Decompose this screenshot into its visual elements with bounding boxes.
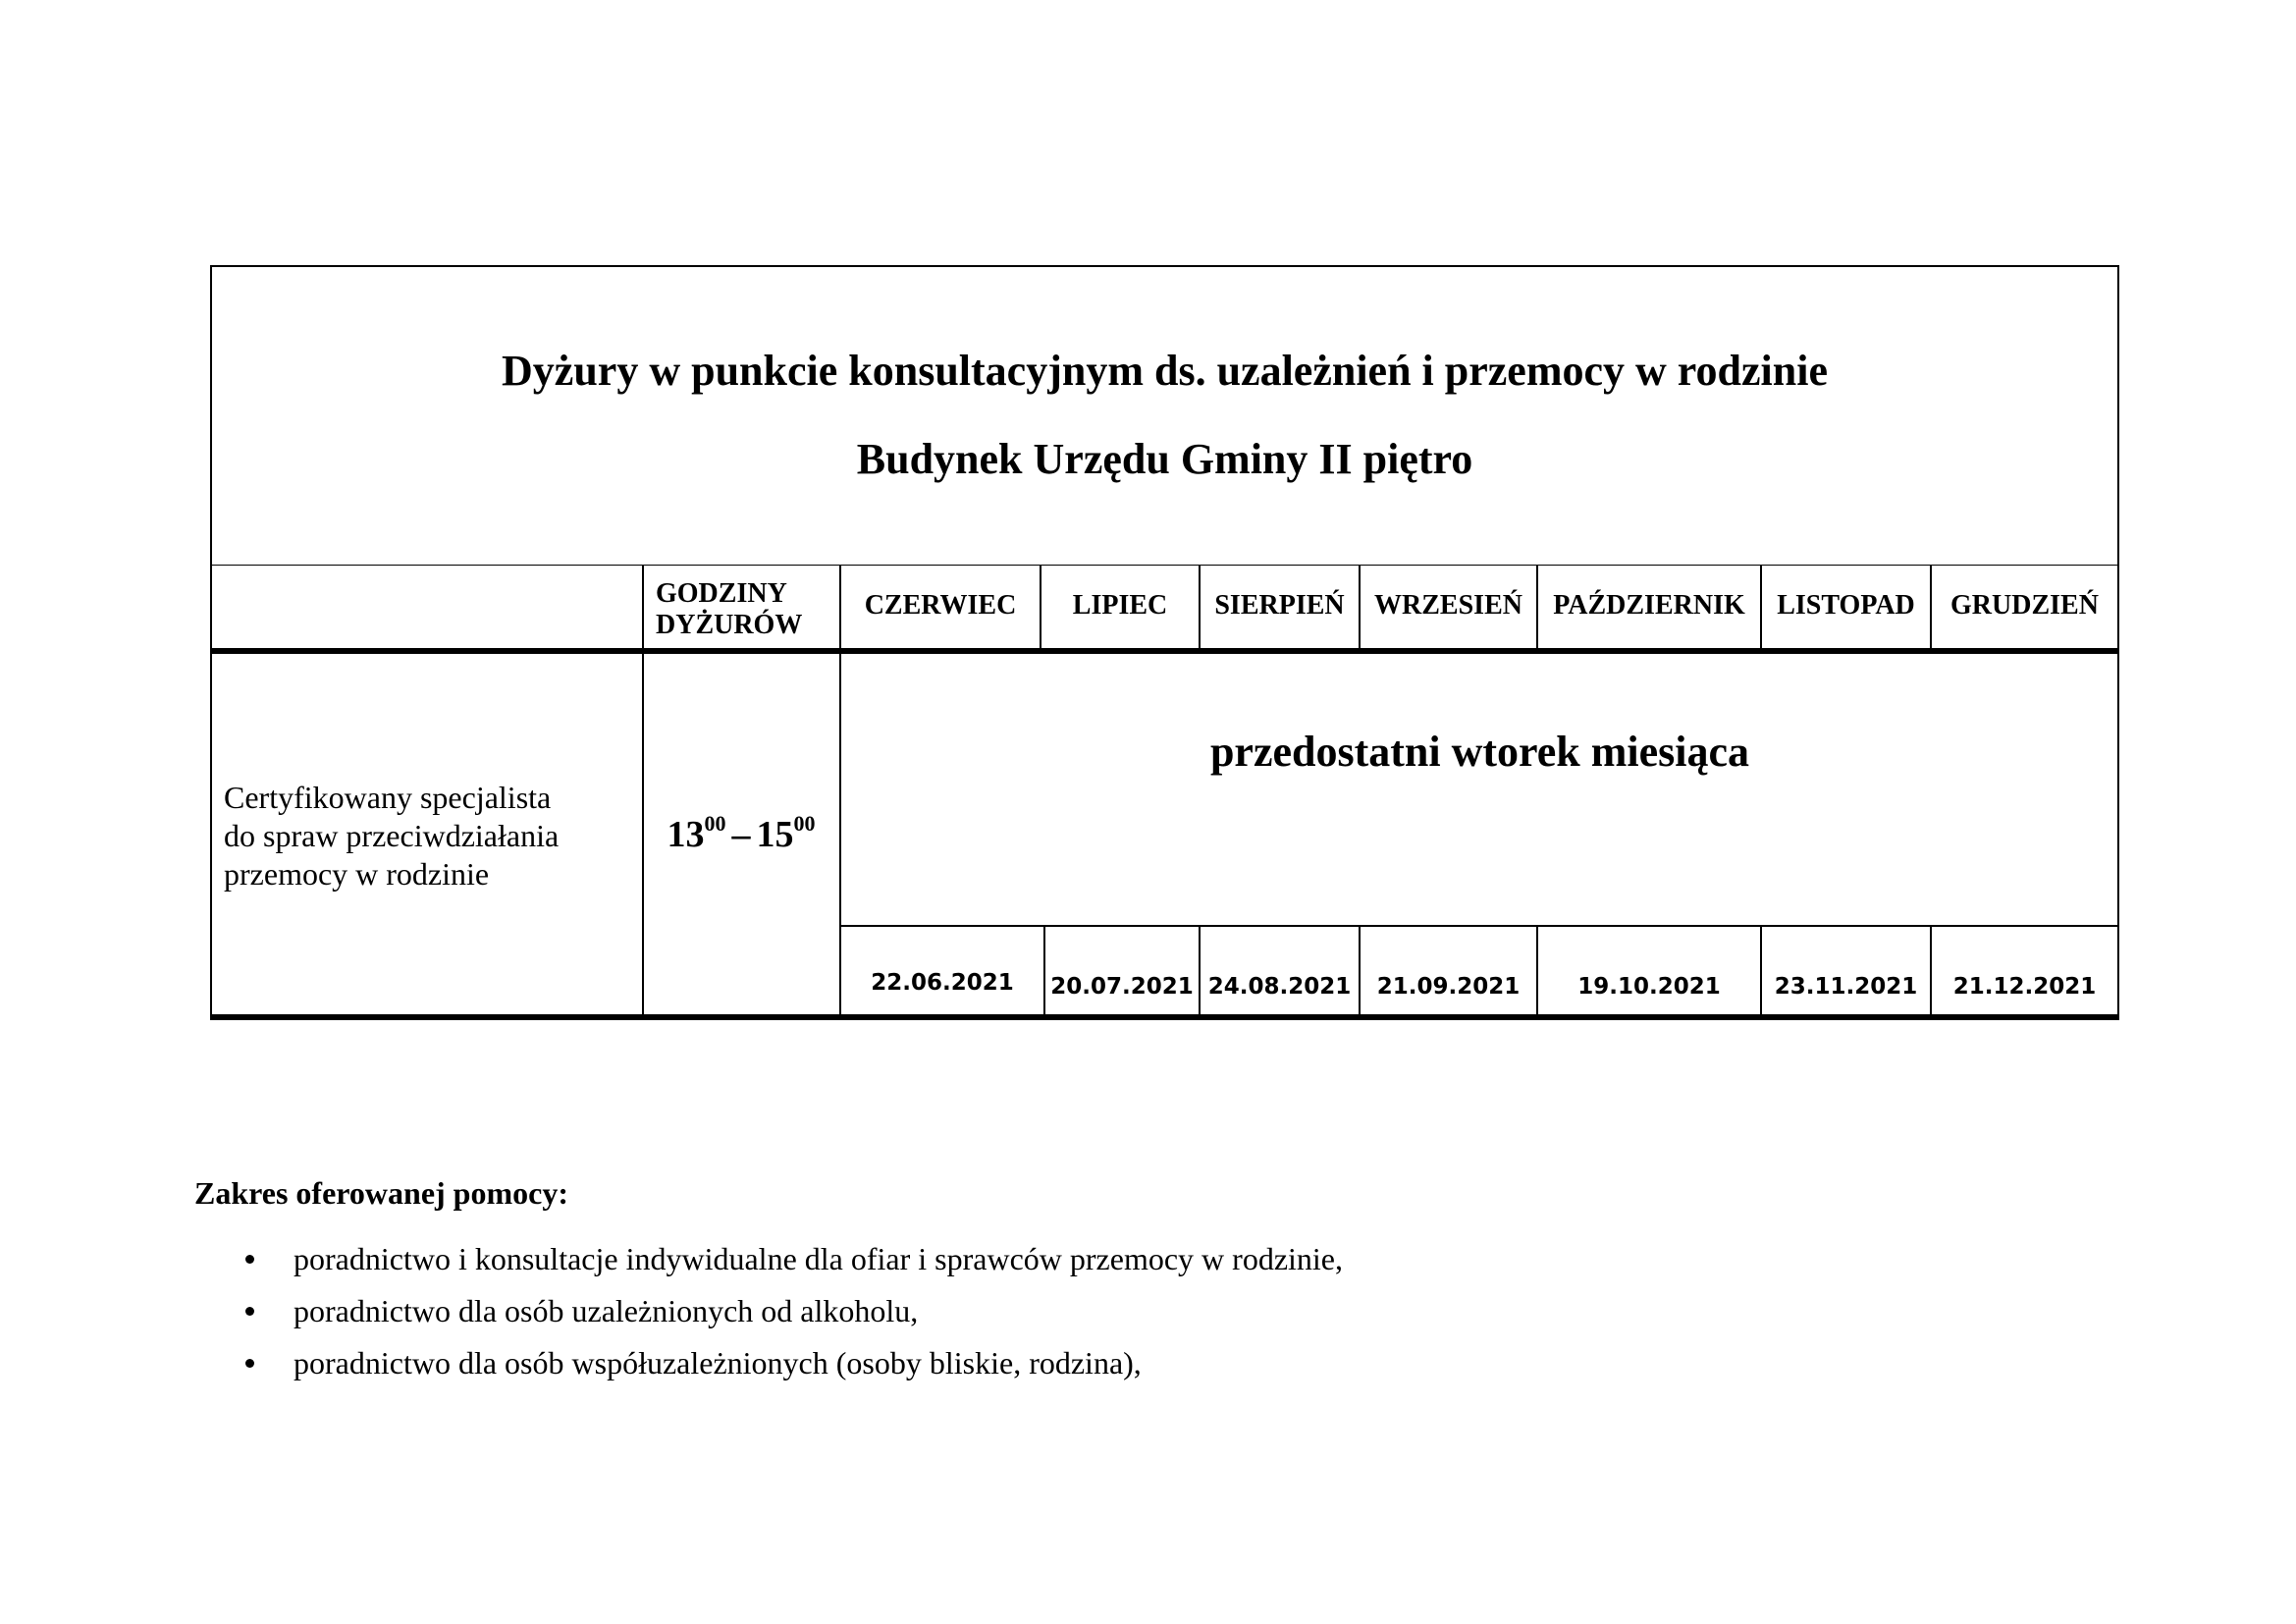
date-divider bbox=[1043, 927, 1045, 1019]
list-item bbox=[245, 1345, 1343, 1397]
help-scope-heading: Zakres oferowanej pomocy: bbox=[194, 1175, 568, 1211]
hours-end-minutes: 00 bbox=[793, 811, 816, 836]
header-month: SIERPIEŃ bbox=[1214, 590, 1345, 621]
schedule-note: przedostatni wtorek miesiąca bbox=[1209, 728, 1750, 776]
specialist-description bbox=[224, 779, 636, 893]
col-divider-hours bbox=[642, 566, 644, 1019]
specialist-line: Certyfikowany specjalista bbox=[224, 780, 552, 815]
bullet-icon bbox=[245, 1255, 254, 1264]
header-month: WRZESIEŃ bbox=[1374, 590, 1522, 621]
date-divider bbox=[1199, 927, 1201, 1019]
header-month: PAŹDZIERNIK bbox=[1553, 590, 1745, 621]
table-border-right bbox=[2117, 566, 2119, 1019]
hours-end: 15 bbox=[756, 814, 794, 855]
header-month: CZERWIEC bbox=[864, 590, 1017, 621]
hours-start: 13 bbox=[667, 814, 705, 855]
duty-date: 21.12.2021 bbox=[1952, 974, 2097, 1000]
date-divider bbox=[1760, 927, 1762, 1019]
header-hours bbox=[656, 578, 832, 641]
date-divider bbox=[1536, 927, 1538, 1019]
specialist-line: do spraw przeciwdziałania bbox=[224, 818, 560, 853]
list-item bbox=[245, 1293, 1343, 1345]
duty-date: 23.11.2021 bbox=[1774, 974, 1918, 1000]
duty-date: 19.10.2021 bbox=[1577, 974, 1721, 1000]
bullet-icon bbox=[245, 1307, 254, 1316]
header-month: LISTOPAD bbox=[1777, 590, 1915, 621]
table-border-left bbox=[210, 566, 212, 1019]
list-item-text: poradnictwo dla osób uzależnionych od alkoholu, bbox=[294, 1293, 919, 1328]
list-item-text: poradnictwo i konsultacje indywidualne dla ofiar i sprawców przemocy w rodzinie, bbox=[294, 1241, 1343, 1276]
date-divider bbox=[1359, 927, 1361, 1019]
hours-dash: – bbox=[731, 814, 751, 855]
list-item-text: poradnictwo dla osób współuzależnionych (osoby bliskie, rodzina), bbox=[294, 1345, 1142, 1380]
duty-date: 24.08.2021 bbox=[1207, 974, 1352, 1000]
header-month: LIPIEC bbox=[1072, 590, 1168, 621]
duty-date: 21.09.2021 bbox=[1376, 974, 1521, 1000]
date-divider bbox=[1930, 927, 1932, 1019]
title-box bbox=[210, 265, 2119, 566]
duty-hours bbox=[643, 811, 839, 856]
duty-date: 20.07.2021 bbox=[1050, 974, 1194, 1000]
header-hours-line1: GODZINY bbox=[656, 578, 787, 609]
specialist-line: przemocy w rodzinie bbox=[224, 856, 490, 892]
duty-date: 22.06.2021 bbox=[871, 970, 1014, 996]
table-bottom-rule bbox=[210, 1014, 2119, 1020]
col-divider-months bbox=[839, 566, 841, 1019]
header-month: GRUDZIEŃ bbox=[1950, 590, 2099, 621]
help-scope-list bbox=[245, 1241, 1343, 1397]
header-bottom-rule bbox=[210, 648, 2119, 654]
document-title: Dyżury w punkcie konsultacyjnym ds. uzależnień i przemocy w rodzinie bbox=[502, 347, 1828, 395]
location-subtitle: Budynek Urzędu Gminy II piętro bbox=[856, 435, 1473, 483]
list-item bbox=[245, 1241, 1343, 1293]
hours-start-minutes: 00 bbox=[704, 811, 726, 836]
date-row-top-rule bbox=[839, 925, 2119, 927]
header-hours-line2: DYŻURÓW bbox=[656, 610, 803, 640]
bullet-icon bbox=[245, 1359, 254, 1368]
